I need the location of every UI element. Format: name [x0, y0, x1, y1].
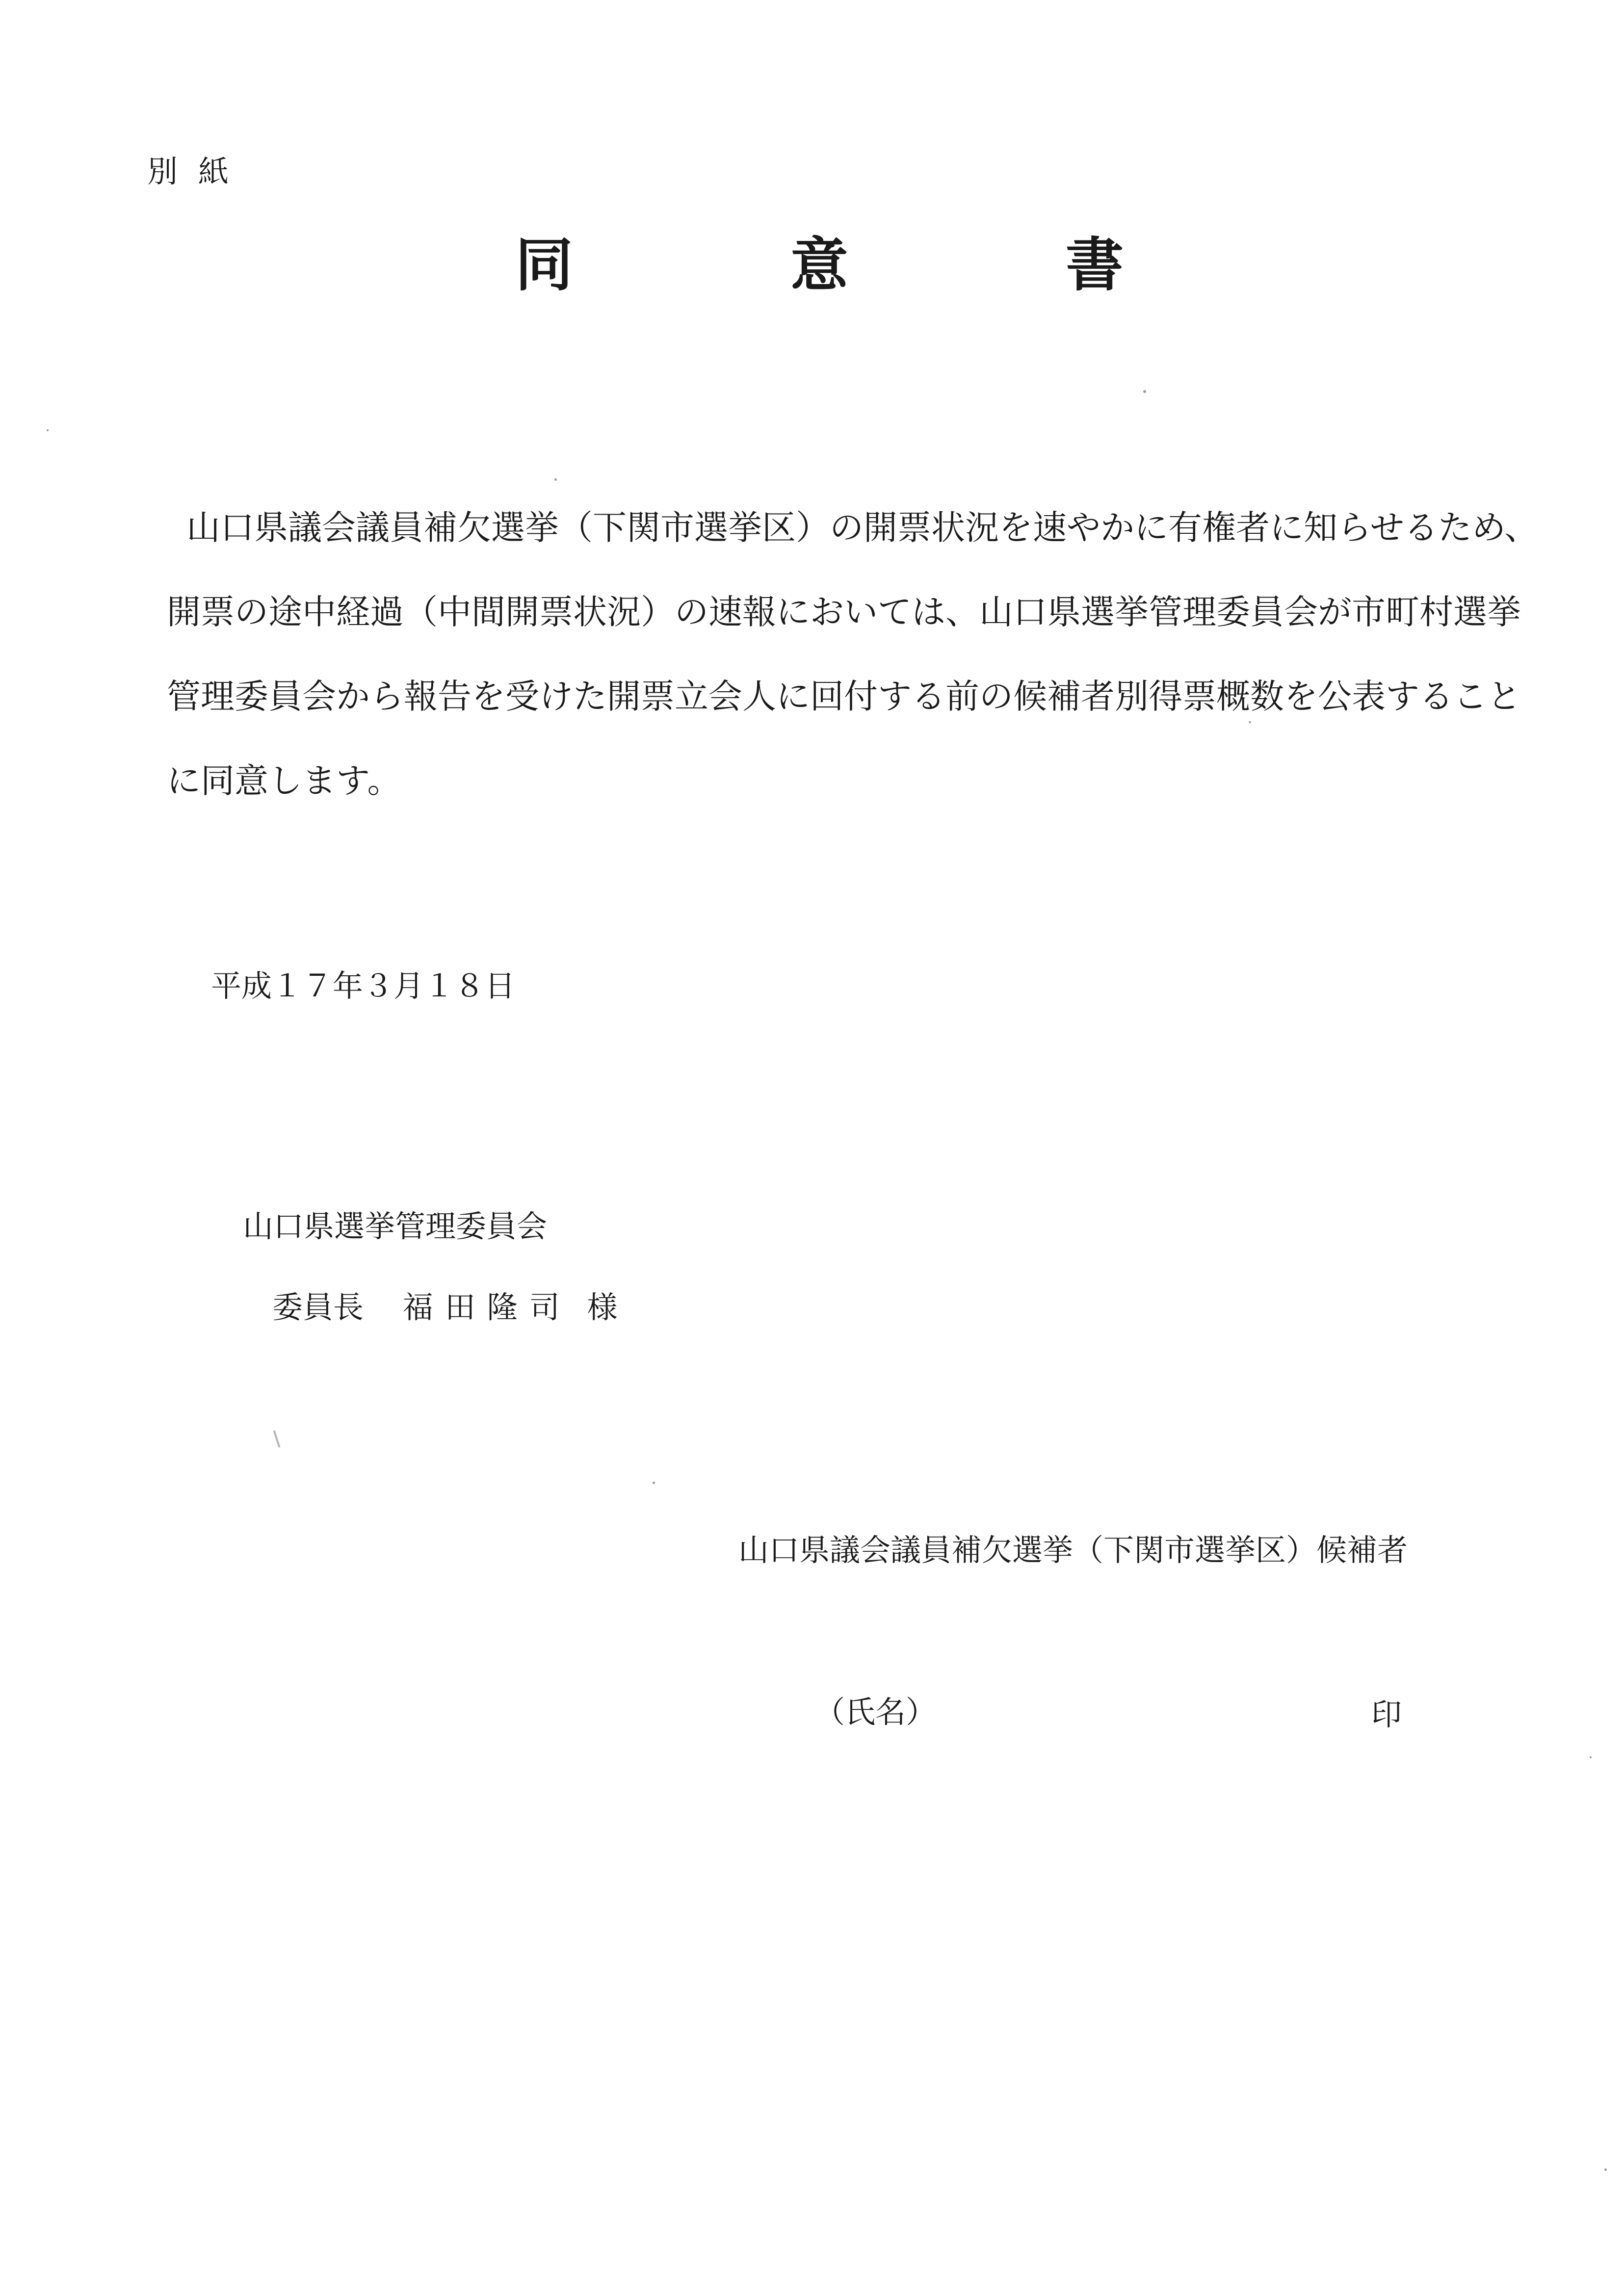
scan-artifact-stroke [273, 1430, 281, 1447]
consent-body [167, 486, 1539, 823]
signer-name-label: （氏名） [814, 1694, 937, 1730]
scan-speck [653, 1482, 655, 1484]
title-char-1: 同 [515, 231, 574, 299]
body-line-2: 開票の途中経過（中間開票状況）の速報においては、山口県選挙管理委員会が市町村選挙 [167, 593, 1521, 632]
scan-speck [1249, 721, 1251, 723]
addressee-role: 委員長 [272, 1289, 364, 1325]
scan-speck [47, 429, 49, 431]
scan-speck [554, 478, 557, 481]
document-title [515, 218, 1124, 302]
addressee-name: 福田隆司 [402, 1289, 572, 1325]
seal-mark: 印 [1371, 1696, 1402, 1732]
scan-speck [1143, 390, 1146, 393]
document-date: 平成１７年３月１８日 [211, 968, 516, 1004]
attachment-label: 別紙 [147, 154, 250, 189]
body-line-1: 山口県議会議員補欠選挙（下関市選挙区）の開票状況を速やかに有権者に知らせるため、 [186, 508, 1539, 548]
title-char-2: 意 [790, 231, 848, 299]
body-line-3: 管理委員会から報告を受けた開票立会人に回付する前の候補者別得票概数を公表すること [167, 677, 1521, 716]
title-char-3: 書 [1065, 231, 1124, 299]
scan-speck [1590, 1756, 1592, 1758]
scan-speck [1604, 2168, 1607, 2171]
body-line-4: に同意します。 [167, 761, 401, 801]
addressee-honorific: 様 [587, 1289, 618, 1325]
addressee-person [272, 1283, 617, 1327]
candidate-designation: 山口県議会議員補欠選挙（下関市選挙区）候補者 [738, 1532, 1408, 1568]
addressee-organization: 山口県選挙管理委員会 [243, 1208, 548, 1244]
